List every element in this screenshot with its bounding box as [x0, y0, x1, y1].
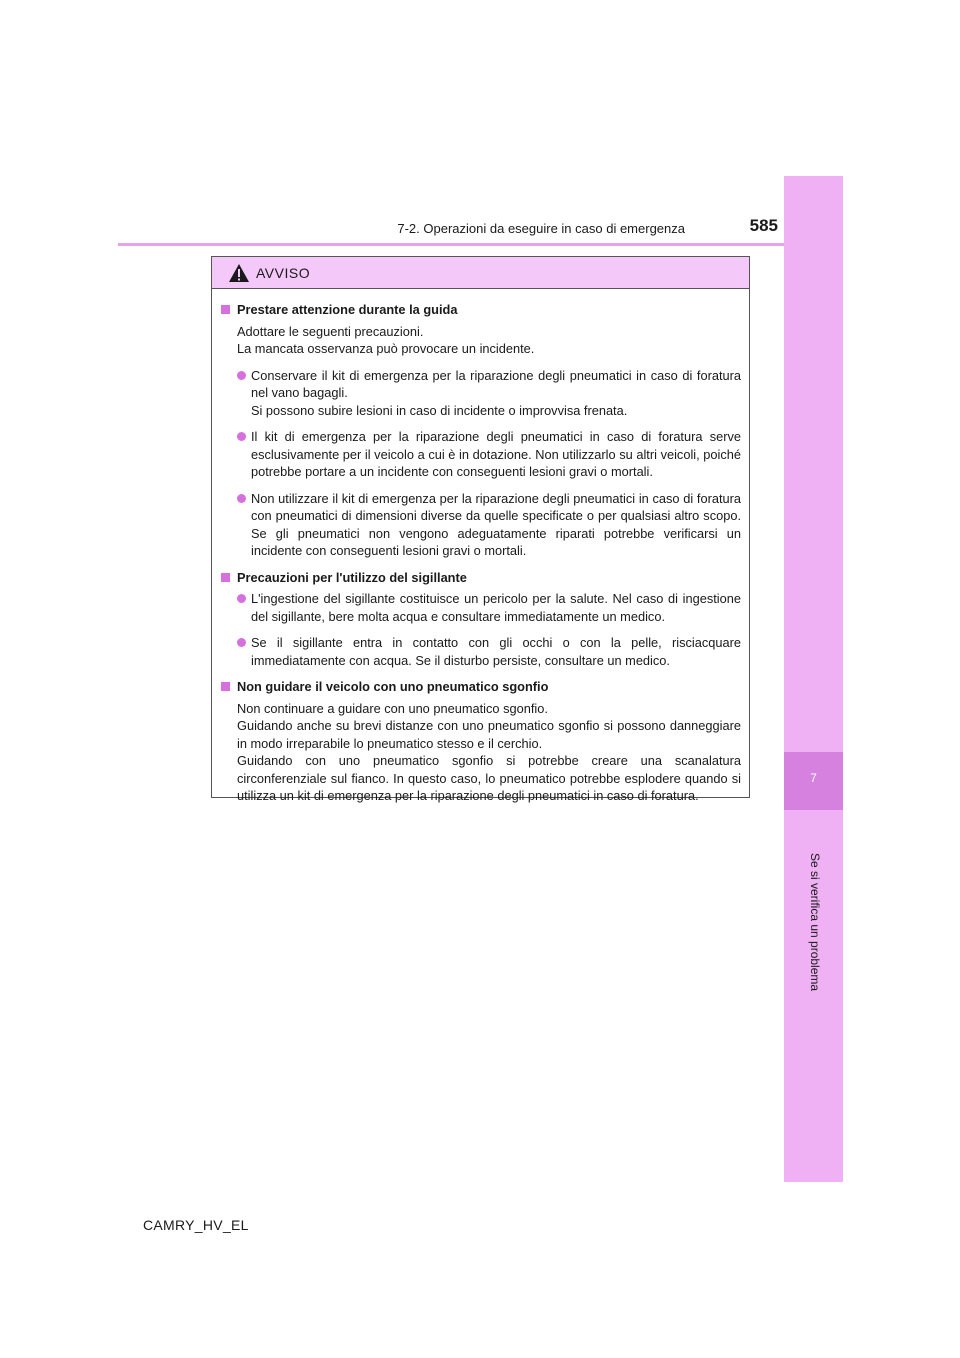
round-bullet-icon — [237, 494, 246, 503]
bullet-line: L'ingestione del sigillante costituisce un pericolo per la salute. Nel caso di ingestione del sigillante, bere molta acqua e consultare immediatamente un medico. — [251, 591, 741, 624]
paragraph-line: Guidando con uno pneumatico sgonfio si potrebbe creare una scanalatura circonferenziale sul fianco. In questo caso, lo pneumatico potrebbe esplodere quando si utilizza un kit di emergenza per la riparazione degli pneumatici in caso di foratura. — [237, 753, 741, 803]
warning-section-title — [220, 678, 741, 696]
round-bullet-icon — [237, 432, 246, 441]
page-number: 585 — [749, 216, 778, 235]
warning-section-title — [220, 569, 741, 587]
warning-bullet — [220, 490, 741, 560]
warning-header — [212, 257, 749, 289]
paragraph-line: Adottare le seguenti precauzioni. — [237, 323, 424, 339]
warning-paragraph — [220, 700, 741, 805]
warning-body — [212, 289, 749, 805]
document-code: CAMRY_HV_EL — [143, 1217, 249, 1233]
bullet-line: Se il sigillante entra in contatto con gli occhi o con la pelle, risciacquare immediatamente con acqua. Se il disturbo persiste, consultare un medico. — [251, 635, 741, 668]
chapter-number: 7 — [810, 771, 817, 785]
round-bullet-icon — [237, 638, 246, 647]
warning-box — [211, 256, 750, 803]
round-bullet-icon — [237, 371, 246, 380]
square-bullet-icon — [221, 573, 230, 582]
warning-bullet — [220, 428, 741, 481]
round-bullet-icon — [237, 594, 246, 603]
square-bullet-icon — [221, 682, 230, 691]
paragraph-line: La mancata osservanza può provocare un incidente. — [237, 341, 535, 356]
paragraph-line: Non continuare a guidare con uno pneumatico sgonfio. — [237, 700, 548, 716]
section-title-text: Non guidare il veicolo con uno pneumatico sgonfio — [237, 679, 549, 694]
bullet-line: Il kit di emergenza per la riparazione degli pneumatici in caso di foratura serve esclusivamente per il veicolo a cui è in dotazione. Non utilizzarlo su altri veicoli, poiché potrebbe portare a un incidente con conseguenti lesioni gravi o mortali. — [251, 429, 741, 479]
square-bullet-icon — [221, 305, 230, 314]
warning-section-title — [220, 301, 741, 319]
warning-bullet — [220, 367, 741, 420]
bullet-line: Non utilizzare il kit di emergenza per la riparazione degli pneumatici in caso di foratura con pneumatici di dimensioni diverse da quelle specificate o per qualsiasi altro scopo. Se gli pneumatici non vengono adeguatamente riparati potrebbe verificarsi un incidente con conseguenti lesioni gravi o mortali. — [251, 490, 741, 558]
warning-title: AVVISO — [256, 264, 311, 281]
chapter-side-tab — [784, 176, 843, 1182]
running-header-section: 7-2. Operazioni da eseguire in caso di emergenza — [397, 221, 685, 236]
bullet-line: Si possono subire lesioni in caso di incidente o improvvisa frenata. — [251, 402, 628, 418]
warning-paragraph — [220, 323, 741, 358]
bullet-line: Conservare il kit di emergenza per la riparazione degli pneumatici in caso di foratura nel vano bagagli. — [251, 367, 741, 400]
paragraph-line: Guidando anche su brevi distanze con uno pneumatico sgonfio si possono danneggiare in modo irreparabile lo pneumatico stesso e il cerchio. — [237, 718, 741, 751]
header-divider — [118, 243, 784, 246]
section-title-text: Prestare attenzione durante la guida — [237, 302, 458, 317]
warning-triangle-icon — [228, 263, 250, 283]
warning-bullet — [220, 634, 741, 669]
section-title-text: Precauzioni per l'utilizzo del sigillante — [237, 569, 467, 585]
chapter-title: Se si verifica un problema — [808, 853, 822, 992]
warning-bullet — [220, 590, 741, 625]
